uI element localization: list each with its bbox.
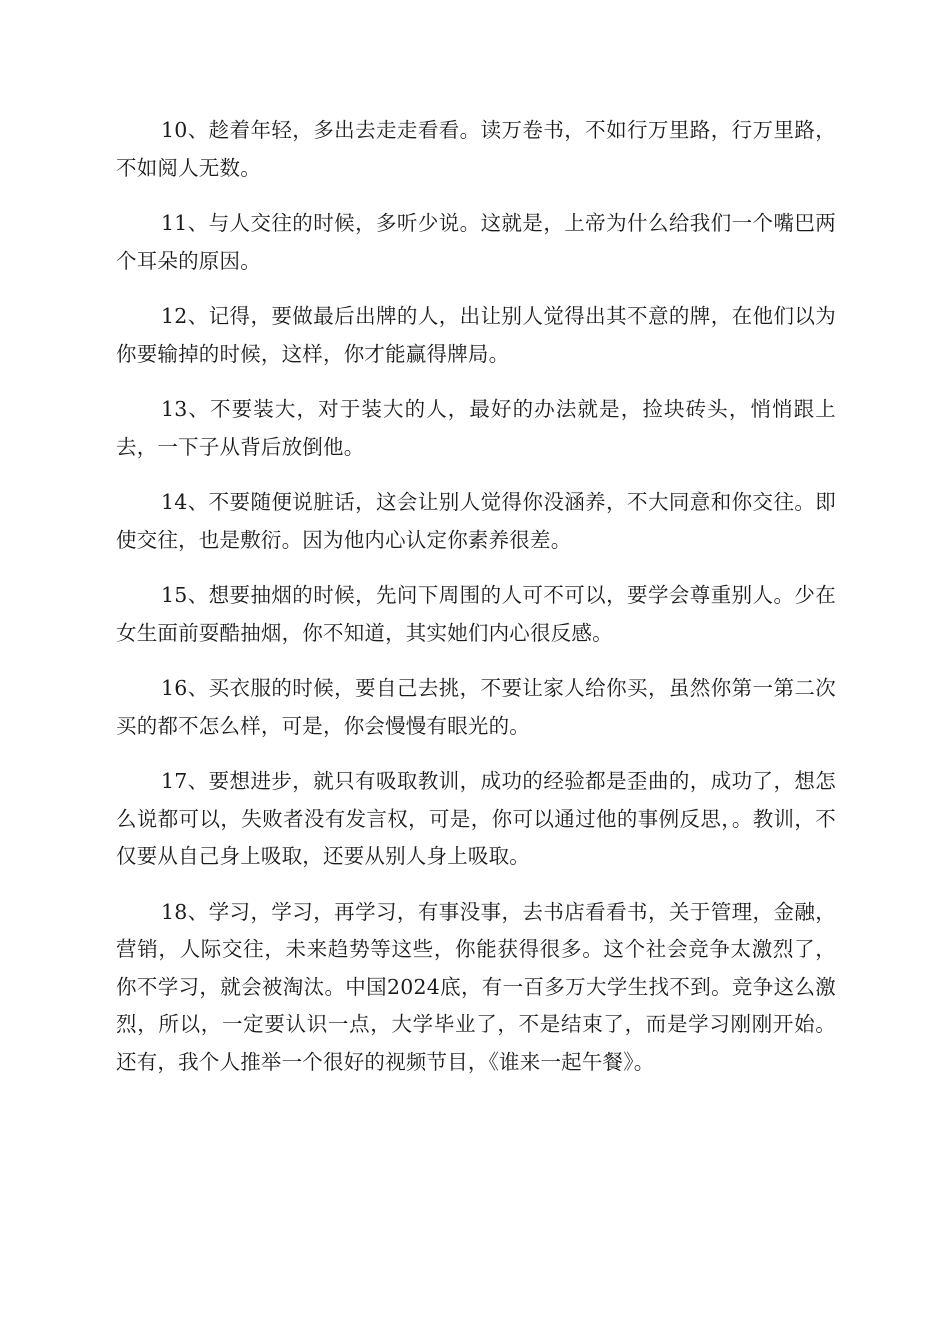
- paragraph-14: 14、不要随便说脏话，这会让别人觉得你没涵养，不大同意和你交往。即使交往，也是敷衍。因为他内心认定你素养很差。: [116, 490, 836, 552]
- paragraph-17: 17、要想进步，就只有吸取教训，成功的经验都是歪曲的，成功了，想怎么说都可以，失败者没有发言权，可是，你可以通过他的事例反思，。教训，不仅要从自己身上吸取，还要从别人身上吸取。: [116, 769, 836, 868]
- paragraph-10: 10、趁着年轻，多出去走走看看。读万卷书，不如行万里路，行万里路，不如阅人无数。: [116, 118, 836, 180]
- paragraph-12: 12、记得，要做最后出牌的人，出让别人觉得出其不意的牌，在他们以为你要输掉的时候，这样，你才能赢得牌局。: [116, 304, 836, 366]
- paragraph-11: 11、与人交往的时候，多听少说。这就是，上帝为什么给我们一个嘴巴两个耳朵的原因。: [116, 211, 836, 273]
- paragraph-16: 16、买衣服的时候，要自己去挑，不要让家人给你买，虽然你第一第二次买的都不怎么样，可是，你会慢慢有眼光的。: [116, 676, 836, 738]
- paragraph-13: 13、不要装大，对于装大的人，最好的办法就是，捡块砖头，悄悄跟上去，一下子从背后放倒他。: [116, 397, 836, 459]
- document-page: [116, 112, 836, 1099]
- paragraph-15: 15、想要抽烟的时候，先问下周围的人可不可以，要学会尊重别人。少在女生面前耍酷抽烟，你不知道，其实她们内心很反感。: [116, 583, 836, 645]
- paragraph-18: 18、学习，学习，再学习，有事没事，去书店看看书，关于管理，金融，营销，人际交往，未来趋势等这些，你能获得很多。这个社会竞争太激烈了，你不学习，就会被淘汰。中国2024底，有一百多万大学生找不到。竞争这么激烈，所以，一定要认识一点，大学毕业了，不是结束了，而是学习刚刚开始。还有，我个人推举一个很好的视频节目，《谁来一起午餐》。: [116, 899, 836, 1074]
